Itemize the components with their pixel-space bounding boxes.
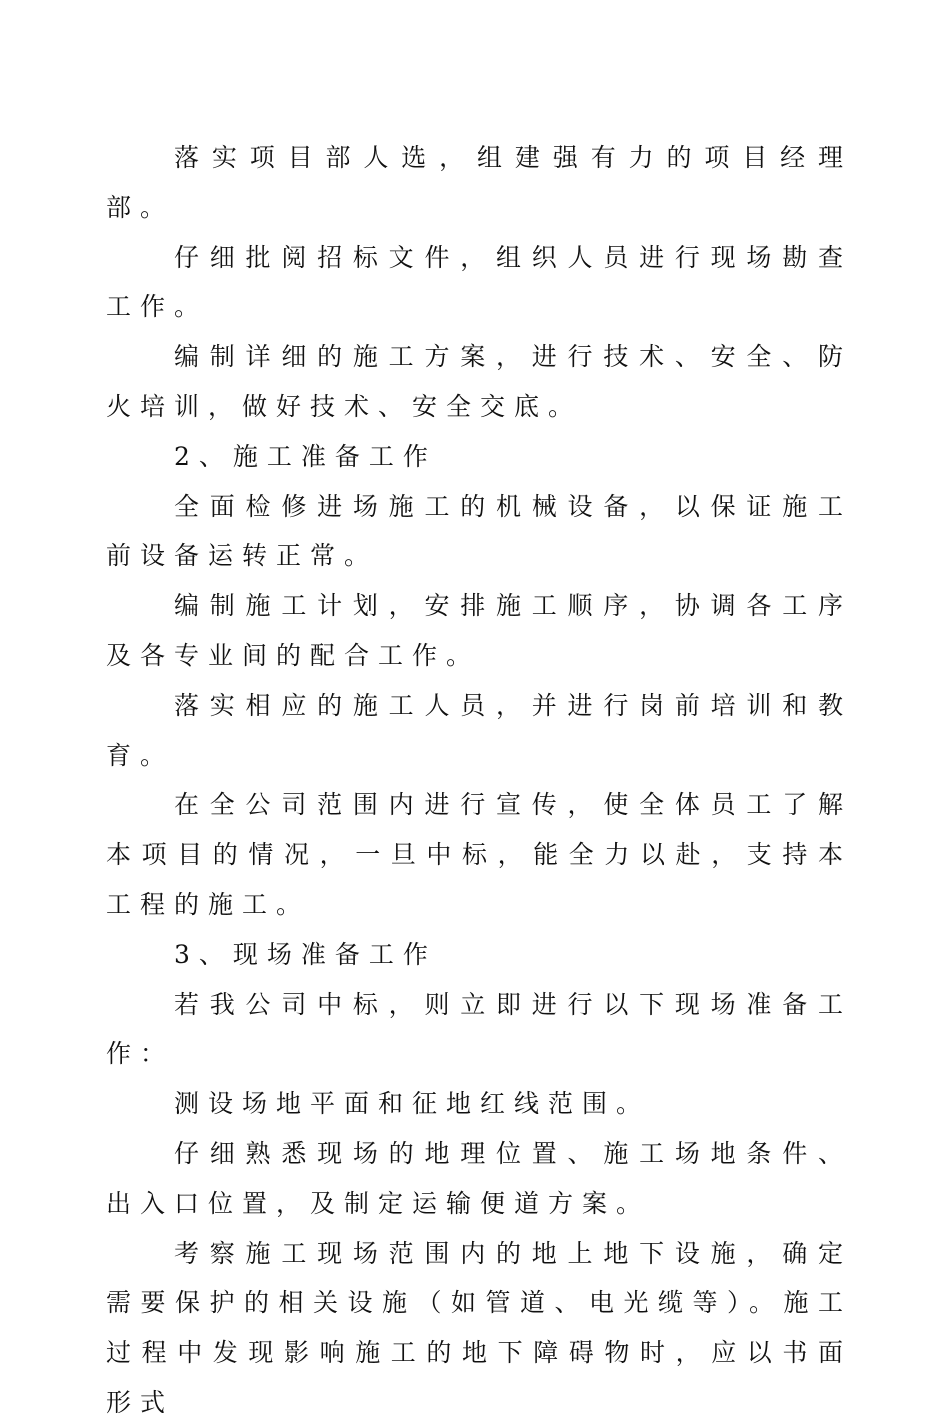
paragraph-company-publicity: 在全公司范围内进行宣传，使全体员工了解本项目的情况，一旦中标，能全力以赴，支持本工程的施工。 xyxy=(106,790,852,919)
paragraph-underground-facilities: 考察施工现场范围内的地上地下设施，确定需要保护的相关设施（如管道、电光缆等）。施工过程中发现影响施工的地下障碍物时，应以书面形式 xyxy=(106,1238,852,1417)
paragraph-project-team: 落实项目部人选，组建强有力的项目经理部。 xyxy=(106,143,852,222)
paragraph-site-preparation-intro: 若我公司中标，则立即进行以下现场准备工作： xyxy=(106,989,852,1069)
paragraph-construction-plan: 编制详细的施工方案，进行技术、安全、防火培训，做好技术、安全交底。 xyxy=(106,342,852,421)
document-body xyxy=(106,133,852,1428)
section-heading-site-preparation: 3、现场准备工作 xyxy=(174,939,437,969)
paragraph-construction-schedule: 编制施工计划，安排施工顺序，协调各工序及各专业间的配合工作。 xyxy=(106,591,852,670)
section-heading-construction-preparation: 2、施工准备工作 xyxy=(174,441,437,471)
paragraph-site-familiarization: 仔细熟悉现场的地理位置、施工场地条件、出入口位置，及制定运输便道方案。 xyxy=(106,1138,852,1218)
paragraph-survey-boundary: 测设场地平面和征地红线范围。 xyxy=(174,1089,651,1119)
paragraph-review-tender: 仔细批阅招标文件，组织人员进行现场勘查工作。 xyxy=(106,242,852,322)
paragraph-equipment-inspection: 全面检修进场施工的机械设备，以保证施工前设备运转正常。 xyxy=(106,491,852,571)
paragraph-staff-training: 落实相应的施工人员，并进行岗前培训和教育。 xyxy=(106,690,852,770)
